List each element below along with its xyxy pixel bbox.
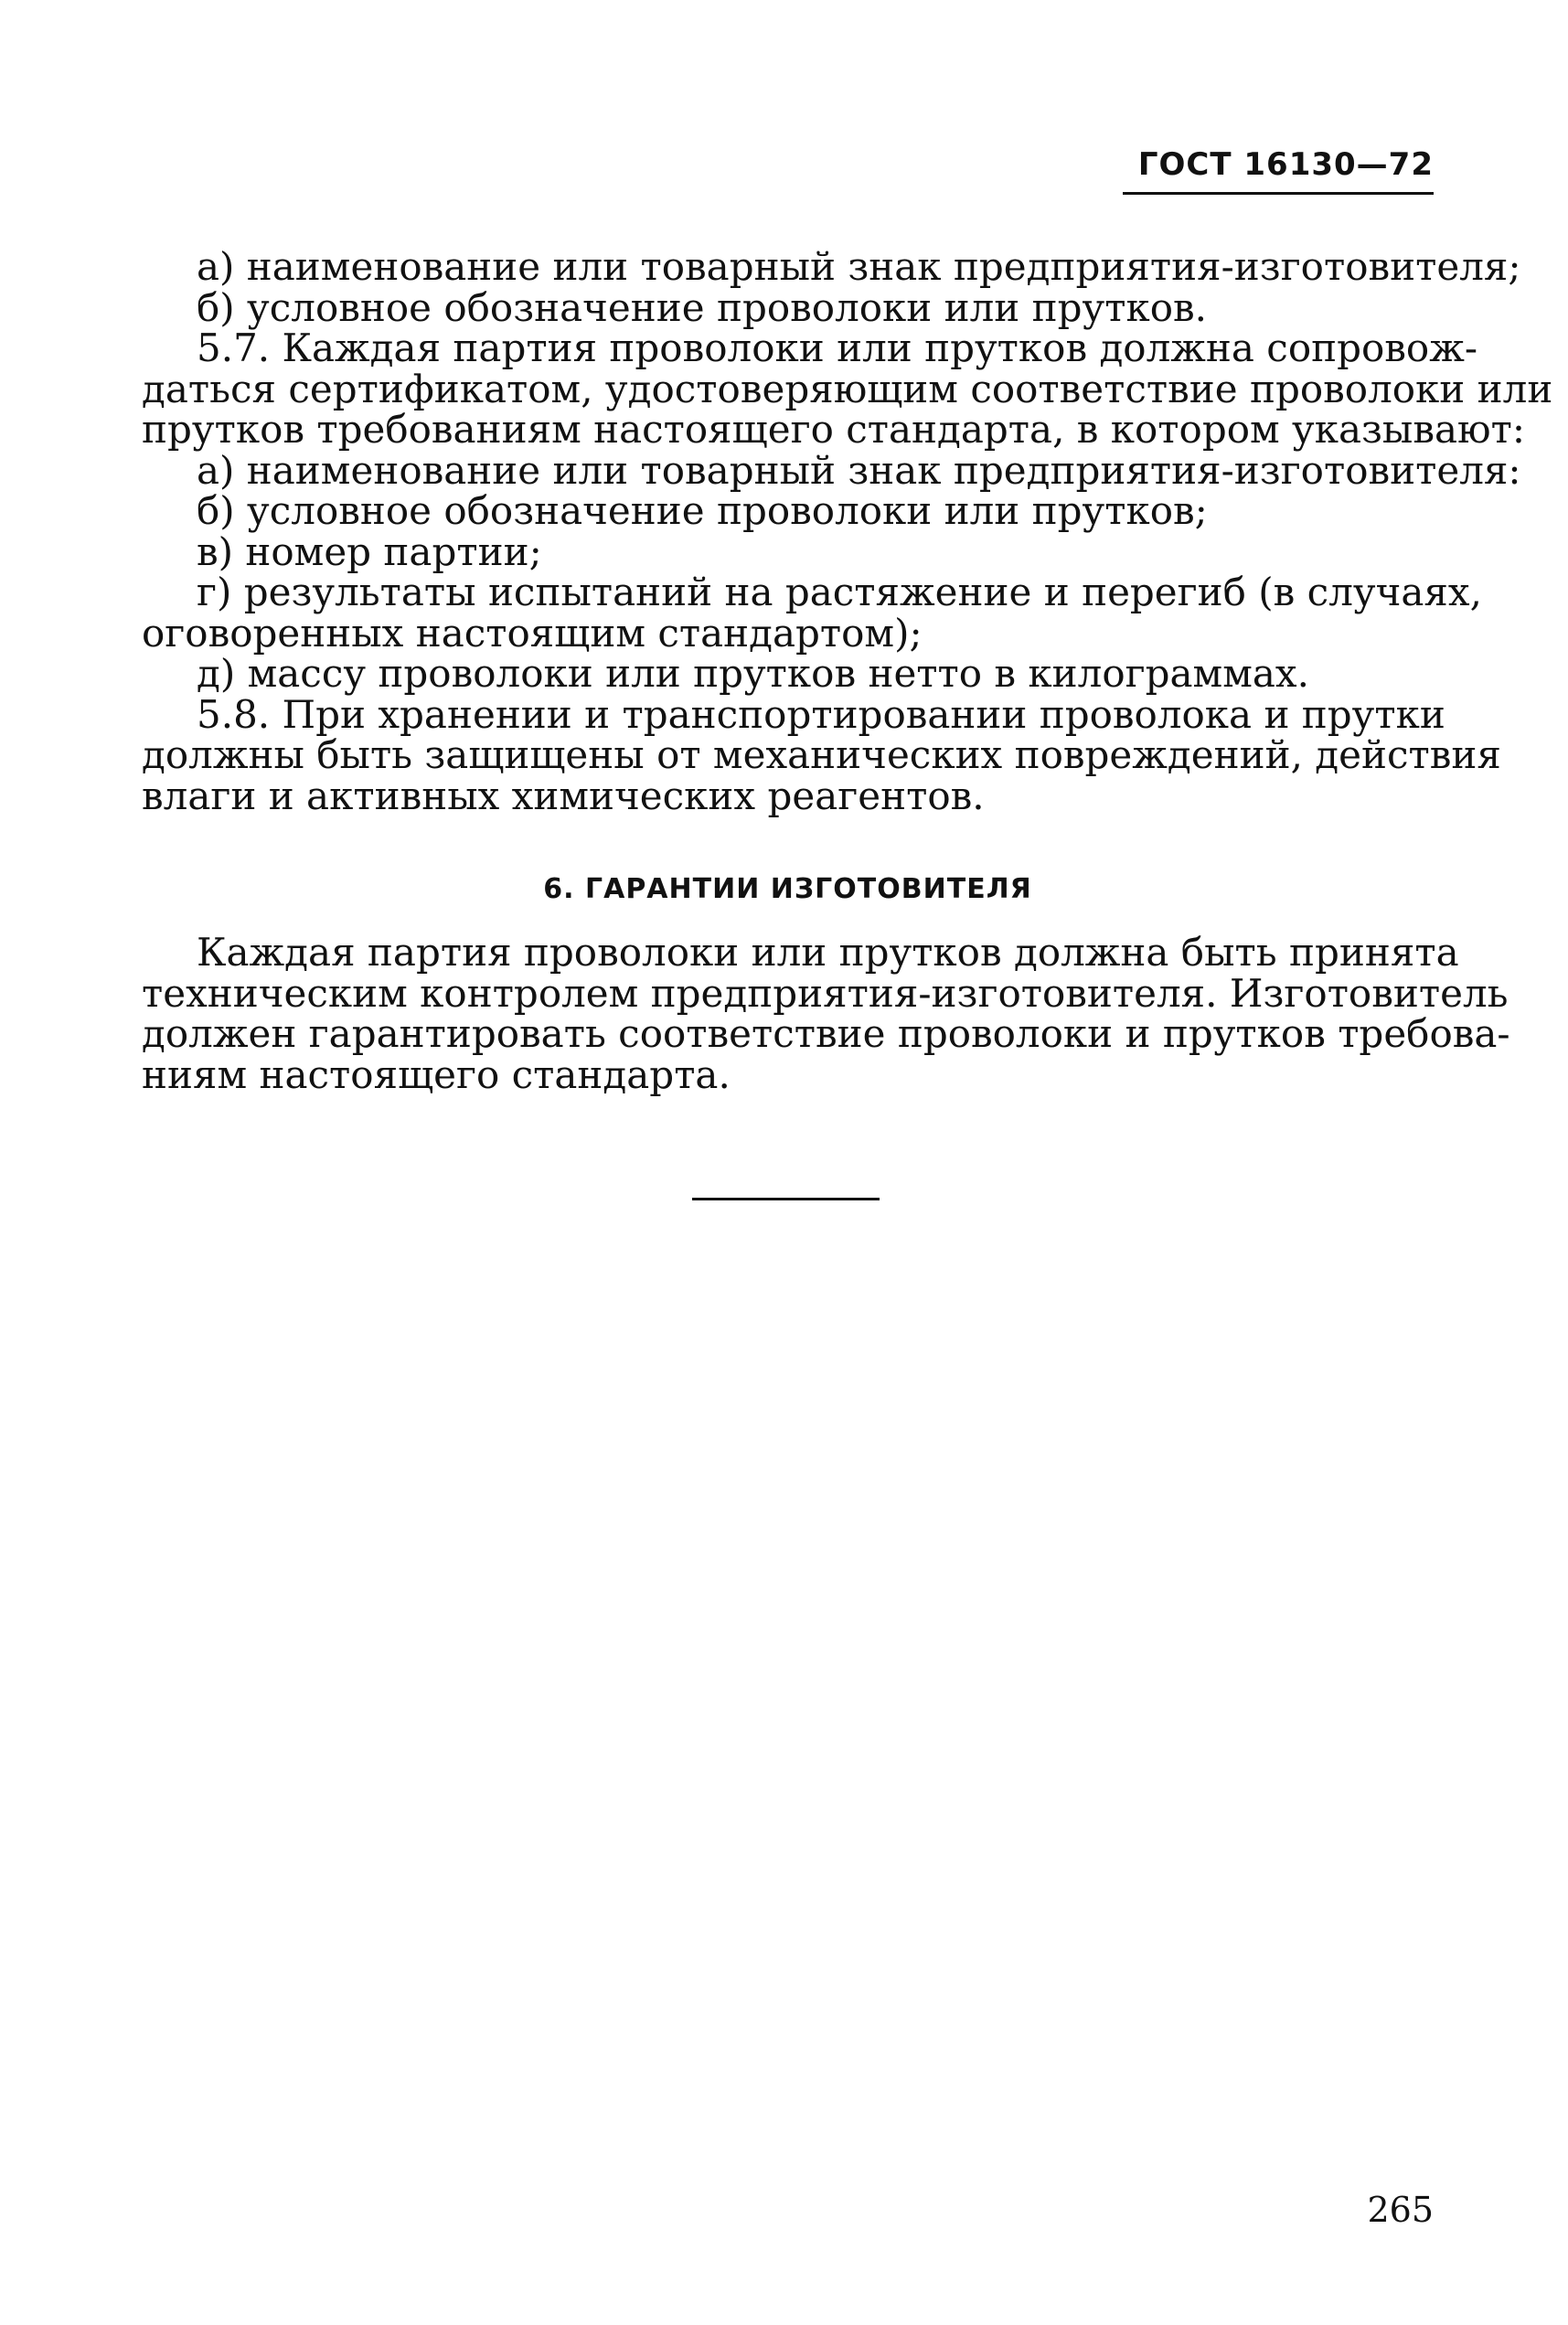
- paragraph-line: а) наименование или товарный знак предприятия-изготовителя:: [197, 447, 1521, 493]
- paragraph-line: ниям настоящего стандарта.: [142, 1051, 731, 1097]
- header-rule: [1123, 192, 1434, 195]
- paragraph-line: Каждая партия проволоки или прутков должна быть принята: [197, 930, 1459, 975]
- paragraph-line: б) условное обозначение проволоки или прутков;: [197, 488, 1208, 533]
- paragraph-line: оговоренных настоящим стандартом);: [142, 610, 923, 656]
- paragraph-line: прутков требованиям настоящего стандарта, в котором указывают:: [142, 407, 1525, 452]
- paragraph-line: влаги и активных химических реагентов.: [142, 773, 985, 818]
- paragraph-line: б) условное обозначение проволоки или прутков.: [197, 284, 1208, 330]
- paragraph-line: а) наименование или товарный знак предприятия-изготовителя;: [197, 244, 1521, 289]
- section-6-text: [142, 930, 1510, 1097]
- paragraph-line: должны быть защищены от механических повреждений, действия: [142, 732, 1501, 777]
- section-5-text: [142, 244, 1553, 818]
- page-number: 265: [1367, 2190, 1434, 2230]
- paragraph-line: даться сертификатом, удостоверяющим соответствие проволоки или: [142, 366, 1553, 411]
- standard-header: ГОСТ 16130—72: [1137, 146, 1434, 183]
- paragraph-line: д) массу проволоки или прутков нетто в килограммах.: [197, 651, 1309, 696]
- paragraph-line: техническим контролем предприятия-изготовителя. Изготовитель: [142, 970, 1509, 1016]
- paragraph-line: в) номер партии;: [197, 528, 542, 574]
- paragraph-line: г) результаты испытаний на растяжение и перегиб (в случаях,: [197, 570, 1482, 614]
- paragraph-line: должен гарантировать соответствие проволоки и прутков требова-: [142, 1011, 1510, 1056]
- section-6-title: 6. ГАРАНТИИ ИЗГОТОВИТЕЛЯ: [543, 873, 1032, 905]
- paragraph-line: 5.7. Каждая партия проволоки или прутков должна сопровож-: [197, 325, 1478, 370]
- end-rule: [692, 1198, 880, 1200]
- paragraph-line: 5.8. При хранении и транспортировании проволока и прутки: [197, 691, 1445, 737]
